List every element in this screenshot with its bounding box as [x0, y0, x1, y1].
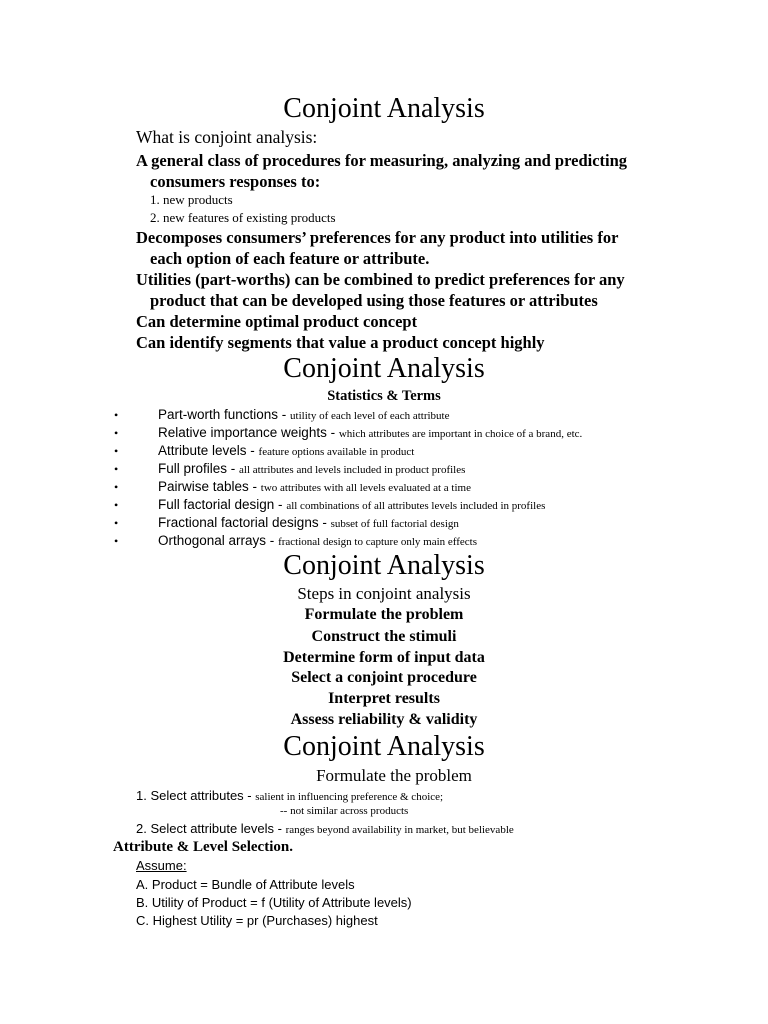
slide1-p3-line2: product that can be developed using those features or attributes	[150, 291, 598, 310]
term-label: Full profiles -	[158, 461, 240, 476]
term-description: subset of full factorial design	[330, 518, 459, 530]
slide4-item-2	[136, 821, 514, 837]
slide1-p2-line1: Decomposes consumers’ preferences for any product into utilities for	[136, 228, 619, 247]
term-description: fractional design to capture only main effects	[278, 536, 478, 548]
term-description: all attributes and levels included in product profiles	[239, 464, 466, 476]
slide1-list-item-1: 1. new products	[150, 192, 233, 207]
bullet-icon: •	[114, 480, 119, 494]
selection-heading: Attribute & Level Selection.	[113, 839, 293, 855]
slide1-question: What is conjoint analysis:	[136, 127, 318, 147]
list-item	[158, 533, 477, 549]
term-label: Attribute levels -	[158, 443, 259, 458]
slide1-p1-line1: A general class of procedures for measuring, analyzing and predicting	[136, 151, 628, 170]
slide2-title: Conjoint Analysis	[283, 353, 485, 384]
slide1-p2-line2: each option of each feature or attribute.	[150, 249, 430, 268]
assume-label: Assume:	[136, 858, 187, 873]
item-description: salient in influencing preference & choice;	[255, 791, 444, 803]
slide3-title: Conjoint Analysis	[283, 550, 485, 581]
term-label: Orthogonal arrays -	[158, 533, 279, 548]
slide1-p3-line1: Utilities (part-worths) can be combined to predict preferences for any	[136, 270, 625, 289]
slide1-p4: Can determine optimal product concept	[136, 312, 418, 331]
item-description: ranges beyond availability in market, but believable	[285, 824, 514, 836]
list-item	[158, 407, 449, 423]
step-item: Determine form of input data	[283, 649, 485, 666]
step-item: Formulate the problem	[304, 606, 464, 623]
slide1-p5: Can identify segments that value a product concept highly	[136, 333, 545, 352]
slide1-title: Conjoint Analysis	[283, 93, 485, 124]
bullet-icon: •	[114, 426, 119, 440]
bullet-icon: •	[114, 516, 119, 530]
term-description: utility of each level of each attribute	[290, 410, 450, 422]
bullet-icon: •	[114, 444, 119, 458]
slide2-subtitle: Statistics & Terms	[327, 388, 441, 404]
bullet-icon: •	[114, 498, 119, 512]
term-label: Fractional factorial designs -	[158, 515, 331, 530]
bullet-icon: •	[114, 534, 119, 548]
list-item	[158, 461, 465, 477]
term-description: all combinations of all attributes levels included in profiles	[286, 500, 546, 512]
step-item: Assess reliability & validity	[290, 711, 478, 728]
term-description: two attributes with all levels evaluated at a time	[260, 482, 471, 494]
slide4-item-1	[136, 788, 443, 804]
step-item: Interpret results	[328, 690, 440, 707]
list-item	[158, 425, 582, 441]
slide4-subtitle: Formulate the problem	[316, 766, 472, 785]
term-description: feature options available in product	[258, 446, 415, 458]
term-label: Pairwise tables -	[158, 479, 261, 494]
list-item	[158, 515, 459, 531]
term-description: which attributes are important in choice of a brand, etc.	[338, 428, 583, 440]
step-item: Select a conjoint procedure	[291, 669, 477, 686]
slide4-item-1-desc2: -- not similar across products	[280, 805, 409, 817]
item-label: 1. Select attributes -	[136, 788, 256, 803]
assume-item: C. Highest Utility = pr (Purchases) highest	[136, 913, 378, 928]
slide1-p1-line2: consumers responses to:	[150, 172, 321, 191]
assume-item: A. Product = Bundle of Attribute levels	[136, 877, 355, 892]
list-item	[158, 443, 414, 459]
bullet-icon: •	[114, 462, 119, 476]
term-label: Full factorial design -	[158, 497, 287, 512]
slide3-subtitle: Steps in conjoint analysis	[297, 584, 471, 603]
term-label: Part-worth functions -	[158, 407, 291, 422]
item-label: 2. Select attribute levels -	[136, 821, 286, 836]
step-item: Construct the stimuli	[311, 628, 457, 645]
list-item	[158, 497, 545, 513]
bullet-icon: •	[114, 408, 119, 422]
list-item	[158, 479, 471, 495]
term-label: Relative importance weights -	[158, 425, 339, 440]
assume-item: B. Utility of Product = f (Utility of Attribute levels)	[136, 895, 412, 910]
slide4-title: Conjoint Analysis	[283, 731, 485, 762]
slide1-list-item-2: 2. new features of existing products	[150, 210, 336, 225]
